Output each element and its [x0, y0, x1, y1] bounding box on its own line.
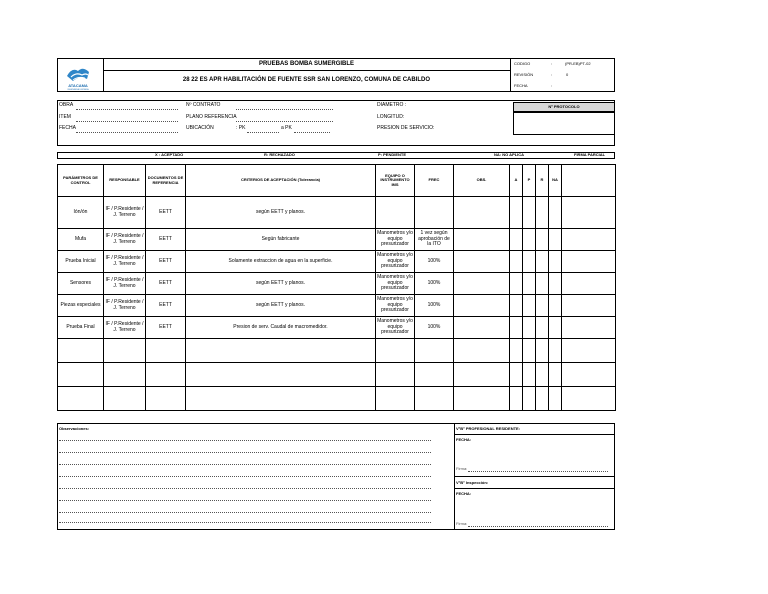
equipo-cell: Manometros y/o equipo presurizador: [376, 317, 415, 339]
inspeccion-divider-top: [454, 476, 615, 477]
check-a-cell[interactable]: [510, 317, 523, 339]
check-r-cell[interactable]: [536, 251, 549, 273]
table-row: [58, 273, 616, 295]
firma-parcial-cell[interactable]: [562, 387, 616, 411]
responsable-cell: IF / P.Residente / J. Terreno: [104, 273, 146, 295]
col-firma: [562, 165, 616, 197]
plano-field[interactable]: [236, 121, 333, 122]
inspeccion-fecha-label: FECHA:: [456, 491, 472, 496]
responsable-cell: IF / P.Residente / J. Terreno: [104, 251, 146, 273]
equipo-cell: Manometros y/o equipo presurizador: [376, 295, 415, 317]
observacion-line[interactable]: [59, 440, 431, 441]
firma-parcial-cell[interactable]: [562, 295, 616, 317]
equipo-cell: Manometros y/o equipo presurizador: [376, 229, 415, 251]
pk-start-field[interactable]: [247, 132, 279, 133]
table-row: [58, 229, 616, 251]
legend-no-aplica: NA: NO APLICA: [494, 152, 525, 157]
documento-cell: [146, 363, 186, 387]
check-r-cell[interactable]: [536, 229, 549, 251]
obs-cell[interactable]: [454, 229, 510, 251]
criterio-cell: según EETT y planos.: [186, 273, 376, 295]
col-obs: OBS.: [454, 165, 510, 197]
check-a-cell[interactable]: [510, 273, 523, 295]
table-row: [58, 317, 616, 339]
equipo-cell: [376, 197, 415, 229]
presion-label: PRESION DE SERVICIO:: [377, 125, 435, 131]
documento-cell: EETT: [146, 197, 186, 229]
equipo-cell: [376, 339, 415, 363]
revision-colon: :: [551, 72, 553, 77]
legend-rechazado: R: RECHAZADO: [264, 152, 295, 157]
observaciones-label: Observaciones:: [59, 426, 90, 431]
check-a-cell[interactable]: [510, 229, 523, 251]
fecha-header-colon: :: [551, 83, 553, 88]
col-na: NA: [549, 165, 562, 197]
legend-aceptado: X : ACEPTADO: [155, 152, 184, 157]
responsable-cell: IF / P.Residente / J. Terreno: [104, 317, 146, 339]
observacion-line[interactable]: [59, 512, 431, 513]
obs-cell[interactable]: [454, 363, 510, 387]
firma-parcial-cell[interactable]: [562, 197, 616, 229]
check-na-cell[interactable]: [549, 363, 562, 387]
logo-text: ATACAMA: [68, 83, 88, 88]
responsable-cell: IF / P.Residente / J. Terreno: [104, 295, 146, 317]
col-equipo: EQUIPO O INSTRUMENTO IMS: [376, 165, 415, 197]
check-a-cell[interactable]: [510, 339, 523, 363]
check-r-cell[interactable]: [536, 339, 549, 363]
check-na-cell[interactable]: [549, 229, 562, 251]
protocolo-field[interactable]: [513, 112, 615, 135]
protocolo-label: Nº PROTOCOLO: [548, 104, 580, 109]
equipo-cell: Manometros y/o equipo presurizador: [376, 273, 415, 295]
check-r-cell[interactable]: [536, 363, 549, 387]
check-r-cell[interactable]: [536, 317, 549, 339]
documento-cell: EETT: [146, 295, 186, 317]
frec-cell: 100%: [415, 295, 454, 317]
table-row: [58, 387, 616, 411]
fecha-field[interactable]: [76, 132, 178, 133]
frec-cell: [415, 363, 454, 387]
observacion-line[interactable]: [59, 488, 431, 489]
check-na-cell[interactable]: [549, 295, 562, 317]
contrato-label: Nº CONTRATO: [186, 102, 221, 108]
obs-cell[interactable]: [454, 387, 510, 411]
firma-parcial-cell[interactable]: [562, 229, 616, 251]
col-documentos: DOCUMENTOS DE REFERENCIA: [146, 165, 186, 197]
check-p-cell[interactable]: [523, 387, 536, 411]
check-p-cell[interactable]: [523, 317, 536, 339]
obs-cell[interactable]: [454, 317, 510, 339]
documento-cell: EETT: [146, 317, 186, 339]
param-cell: [58, 339, 104, 363]
fecha-header-label: FECHA: [514, 83, 528, 88]
check-na-cell[interactable]: [549, 251, 562, 273]
frec-cell: 100%: [415, 273, 454, 295]
codigo-label: CODIGO: [514, 61, 531, 66]
header-divider-right: [510, 58, 511, 92]
obs-cell[interactable]: [454, 295, 510, 317]
inspeccion-label: V°B° Inspección:: [456, 480, 489, 485]
item-field[interactable]: [76, 121, 178, 122]
residente-firma-field[interactable]: [468, 471, 608, 472]
check-p-cell[interactable]: [523, 295, 536, 317]
equipo-cell: [376, 387, 415, 411]
fecha-label: FECHA: [59, 125, 76, 131]
inspeccion-firma-label: Firma:: [456, 521, 468, 526]
criterio-cell: [186, 339, 376, 363]
frec-cell: 100%: [415, 317, 454, 339]
revision-value: 0: [566, 72, 569, 77]
firma-parcial-cell[interactable]: [562, 317, 616, 339]
residente-label: V°B° PROFESIONAL RESIDENTE:: [456, 426, 521, 431]
inspeccion-firma-field[interactable]: [468, 526, 608, 527]
page-subtitle: 28 22 ES APR HABILITACIÓN DE FUENTE SSR SAN LORENZO, COMUNA DE CABILDO: [182, 77, 431, 83]
obs-cell[interactable]: [454, 339, 510, 363]
firma-parcial-cell[interactable]: [562, 251, 616, 273]
param-cell: Ión/ón: [58, 197, 104, 229]
check-a-cell[interactable]: [510, 295, 523, 317]
equipo-cell: [376, 363, 415, 387]
frec-cell: 100%: [415, 251, 454, 273]
check-na-cell[interactable]: [549, 387, 562, 411]
frec-cell: [415, 197, 454, 229]
obs-cell[interactable]: [454, 197, 510, 229]
observacion-line[interactable]: [59, 500, 431, 501]
firma-parcial-cell[interactable]: [562, 273, 616, 295]
documento-cell: EETT: [146, 273, 186, 295]
responsable-cell: IF / P.Residente / J. Terreno: [104, 229, 146, 251]
criterio-cell: [186, 363, 376, 387]
param-cell: Prueba Inicial: [58, 251, 104, 273]
legend-bar: [57, 152, 615, 159]
param-cell: [58, 387, 104, 411]
header-title-divider: [103, 70, 510, 71]
criterio-cell: Solamente extraccion de agua en la superficie.: [186, 251, 376, 273]
residente-fecha-label: FECHA:: [456, 437, 472, 442]
check-r-cell[interactable]: [536, 295, 549, 317]
observacion-line[interactable]: [59, 522, 431, 523]
ubicacion-label: UBICACIÓN: [186, 125, 214, 131]
criterio-cell: según EETT y planos.: [186, 295, 376, 317]
check-r-cell[interactable]: [536, 197, 549, 229]
check-na-cell[interactable]: [549, 273, 562, 295]
criterio-cell: [186, 387, 376, 411]
plano-label: PLANO REFERENCIA: [186, 114, 237, 120]
param-cell: Prueba Final: [58, 317, 104, 339]
check-na-cell[interactable]: [549, 197, 562, 229]
param-cell: Sensores: [58, 273, 104, 295]
table-row: [58, 363, 616, 387]
check-a-cell[interactable]: [510, 251, 523, 273]
responsable-cell: IF / P.Residente / J. Terreno: [104, 197, 146, 229]
table-row: [58, 295, 616, 317]
codigo-colon: :: [551, 61, 553, 66]
check-p-cell[interactable]: [523, 273, 536, 295]
check-r-cell[interactable]: [536, 273, 549, 295]
check-a-cell[interactable]: [510, 387, 523, 411]
equipo-cell: Manometros y/o equipo presurizador: [376, 251, 415, 273]
check-na-cell[interactable]: [549, 317, 562, 339]
param-cell: Piezas especiales: [58, 295, 104, 317]
documento-cell: EETT: [146, 229, 186, 251]
observacion-line[interactable]: [59, 476, 431, 477]
obra-label: OBRA: [59, 102, 74, 108]
responsable-cell: [104, 363, 146, 387]
col-r: R: [536, 165, 549, 197]
check-a-cell[interactable]: [510, 363, 523, 387]
legend-firma: FIRMA PARCIAL: [574, 152, 606, 157]
table-header-row: [58, 165, 616, 197]
responsable-cell: [104, 387, 146, 411]
col-a: A: [510, 165, 523, 197]
frec-cell: 1 vez según aprobación de la ITO: [415, 229, 454, 251]
check-p-cell[interactable]: [523, 363, 536, 387]
obs-cell[interactable]: [454, 273, 510, 295]
table-row: [58, 197, 616, 229]
criterio-cell: Presion de serv. Caudal de macromedidor.: [186, 317, 376, 339]
responsable-cell: [104, 339, 146, 363]
inspeccion-divider: [454, 488, 615, 489]
check-p-cell[interactable]: [523, 339, 536, 363]
longitud-label: LONGITUD:: [377, 114, 405, 120]
col-p: P: [523, 165, 536, 197]
pk-start-label: : PK: [236, 125, 246, 131]
obra-field[interactable]: [76, 109, 178, 110]
criterio-cell: Según fabricante: [186, 229, 376, 251]
logo-subtext: INGENIERÍA LIMITADA: [67, 89, 89, 91]
item-label: ITEM: [59, 114, 71, 120]
legend-pendiente: P: PENDIENTE: [378, 152, 407, 157]
contrato-field[interactable]: [236, 109, 333, 110]
residente-firma-label: Firma:: [456, 466, 468, 471]
pk-end-label: a PK: [281, 125, 292, 131]
col-parametros: PARÁMETROS DE CONTROL: [58, 165, 104, 197]
col-responsable: RESPONSABLE: [104, 165, 146, 197]
frec-cell: [415, 387, 454, 411]
obs-cell[interactable]: [454, 251, 510, 273]
param-cell: [58, 363, 104, 387]
col-frec: FREC: [415, 165, 454, 197]
residente-divider: [454, 434, 615, 435]
pk-end-field[interactable]: [294, 132, 330, 133]
criterio-cell: según EETT y planos.: [186, 197, 376, 229]
codigo-value: (PR-EB)PT-02: [565, 61, 591, 66]
documento-cell: [146, 339, 186, 363]
revision-label: REVISIÓN: [514, 72, 534, 77]
check-p-cell[interactable]: [523, 197, 536, 229]
check-p-cell[interactable]: [523, 251, 536, 273]
check-r-cell[interactable]: [536, 387, 549, 411]
firma-parcial-cell[interactable]: [562, 339, 616, 363]
check-p-cell[interactable]: [523, 229, 536, 251]
check-na-cell[interactable]: [549, 339, 562, 363]
param-cell: Mufa: [58, 229, 104, 251]
table-row: [58, 339, 616, 363]
col-criterios: CRITERIOS DE ACEPTACIÓN (Tolerancia): [186, 165, 376, 197]
firma-parcial-cell[interactable]: [562, 363, 616, 387]
documento-cell: [146, 387, 186, 411]
control-table: [57, 164, 616, 411]
diametro-label: DIAMETRO :: [377, 102, 407, 108]
frec-cell: [415, 339, 454, 363]
observacion-line[interactable]: [59, 464, 431, 465]
page-title: PRUEBAS BOMBA SUMERGIBLE: [258, 61, 355, 67]
documento-cell: EETT: [146, 251, 186, 273]
check-a-cell[interactable]: [510, 197, 523, 229]
table-row: [58, 251, 616, 273]
observacion-line[interactable]: [59, 452, 431, 453]
